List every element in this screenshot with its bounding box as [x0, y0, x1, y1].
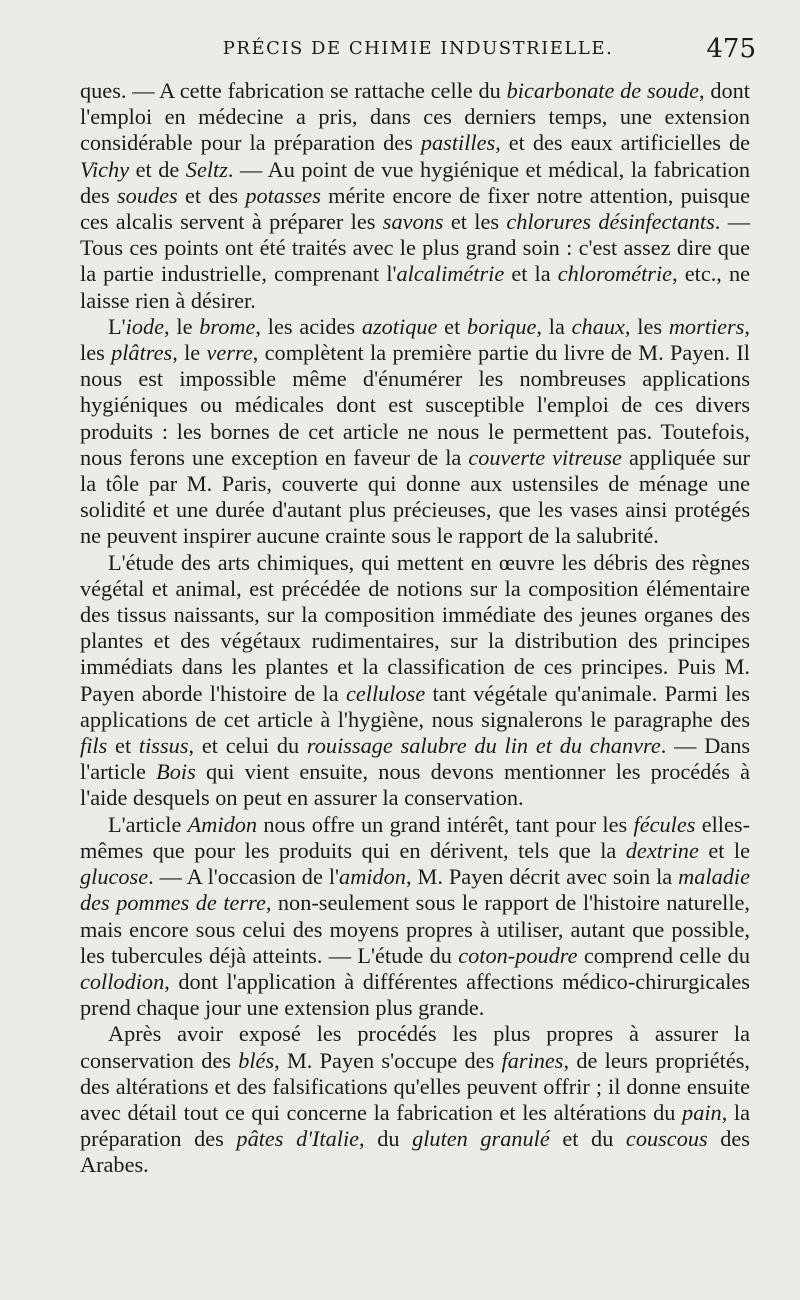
italic-term: brome — [199, 313, 256, 339]
italic-term: plâtres — [111, 340, 173, 366]
italic-term: chlorométrie — [557, 261, 673, 287]
text-run: mérite encore de fixer notre attention, puisque ces alcalis servent à préparer les — [80, 182, 750, 235]
italic-term: potasses — [245, 182, 321, 208]
text-run: , et des eaux artificielles de — [495, 130, 750, 156]
italic-term: alcalimétrie — [396, 261, 505, 287]
italic-term: rouissage salubre du lin et du chanvre — [306, 733, 661, 759]
italic-term: verre — [206, 340, 253, 366]
italic-term: mortiers — [668, 313, 745, 339]
italic-term: Seltz — [185, 156, 228, 182]
italic-term: farines — [501, 1047, 564, 1073]
text-run: , dont l'emploi en médecine a pris, dans ces derniers temps, une extension considérable pour la préparation des — [80, 78, 750, 156]
italic-term: bicarbonate de soude — [506, 78, 699, 103]
italic-term: coton-poudre — [458, 942, 578, 968]
page-number: 475 — [706, 34, 756, 64]
italic-term: fécules — [633, 811, 696, 837]
text-run: comprend celle du — [577, 942, 750, 968]
body-text — [80, 78, 750, 1179]
text-run: , du — [359, 1126, 413, 1152]
text-run: tant végétale qu'animale. Parmi les applications de cet article à l'hygiène, nous signalerons le paragraphe des — [80, 680, 750, 732]
italic-term: Vichy — [80, 156, 130, 182]
text-run: , le — [172, 340, 207, 366]
text-run: . — Au point de vue hygiénique et médical, la fabrication des — [80, 156, 750, 208]
italic-term: chaux — [571, 313, 625, 339]
text-run: , les acides — [255, 313, 362, 339]
italic-term: blés — [238, 1047, 275, 1073]
italic-term: cellulose — [345, 680, 426, 706]
italic-term: pain — [682, 1099, 722, 1125]
text-run: Après avoir exposé les procédés les plus propres à assurer la conservation des — [80, 1021, 750, 1073]
italic-term: collodion — [80, 968, 165, 994]
paragraph — [80, 1021, 750, 1178]
italic-term: fils — [80, 733, 108, 759]
text-run: , et celui du — [188, 733, 307, 759]
text-run: , de leurs propriétés, des altérations et des falsifications qu'elles peuvent offrir ; il donne ensuite avec détail tout ce qui concerne la fabrication et les altérations du — [80, 1047, 750, 1125]
text-run: L' — [108, 313, 126, 339]
text-run: , la préparation des — [80, 1099, 750, 1152]
text-run: elles-mêmes que pour les produits qui en dérivent, tels que la — [80, 811, 750, 863]
italic-term: chlorures désinfectants — [506, 209, 715, 235]
text-run: ques. — A cette fabrication se rattache celle du — [80, 78, 507, 103]
paragraph — [80, 314, 750, 550]
text-run: , la — [536, 313, 572, 339]
text-run: . — Dans l'article — [80, 733, 751, 785]
italic-term: couverte vitreuse — [468, 444, 622, 470]
text-run: et du — [549, 1126, 626, 1152]
text-run: L'article — [108, 811, 188, 837]
italic-term: Amidon — [187, 811, 258, 837]
text-run: , M. Payen s'occupe des — [274, 1047, 502, 1073]
italic-term: Bois — [156, 759, 196, 785]
text-run: et de — [129, 156, 186, 182]
italic-term: amidon — [339, 864, 406, 890]
text-run: et la — [504, 261, 558, 287]
text-run: et les — [443, 209, 507, 235]
text-run: , les — [80, 313, 750, 366]
italic-term: maladie des pommes de terre — [80, 864, 751, 916]
text-run: et — [437, 313, 468, 339]
italic-term: tissus — [138, 733, 189, 759]
text-run: et des — [177, 182, 246, 208]
text-run: , les — [624, 313, 669, 339]
text-run: L'étude des arts chimiques, qui mettent en œuvre les débris des règnes végétal et animal, est précédée de notions sur la composition élémentaire des tissus naissants, sur la composition immédiate des jeunes organes des plantes et des végétaux rudimentaires, sur la distribution des principes immédiats dans les plantes et la classification de ces principes. Puis M. Payen aborde l'histoire de la — [80, 549, 750, 706]
italic-term: azotique — [361, 313, 438, 339]
italic-term: savons — [382, 209, 444, 235]
italic-term: iode — [125, 313, 165, 339]
text-run: et — [107, 733, 139, 759]
text-run: , non-seulement sous le rapport de l'histoire naturelle, mais encore sous celui des moyens propres à utiliser, autant que possible, les tubercules déjà atteints. — L'étude du — [80, 890, 750, 968]
paragraph — [80, 550, 750, 812]
italic-term: couscous — [625, 1126, 708, 1152]
italic-term: dextrine — [625, 837, 699, 863]
text-run: , le — [164, 313, 200, 339]
text-run: , M. Payen décrit avec soin la — [405, 864, 679, 890]
text-run: des Arabes. — [80, 1126, 750, 1178]
italic-term: pastilles — [420, 130, 496, 156]
text-run: nous offre un grand intérêt, tant pour les — [257, 811, 634, 837]
paragraph — [80, 78, 750, 314]
italic-term: gluten granulé — [412, 1126, 550, 1152]
text-run: et le — [698, 837, 750, 863]
italic-term: pâtes d'Italie — [236, 1126, 360, 1152]
italic-term: glucose — [80, 864, 149, 890]
italic-term: borique — [467, 313, 537, 339]
text-run: , etc., ne laisse rien à désirer. — [80, 261, 750, 313]
text-run: . — Tous ces points ont été traités avec le plus grand soin : c'est assez dire que la partie industrielle, comprenant l' — [80, 209, 750, 287]
page-header — [80, 34, 756, 66]
text-run: . — A l'occasion de l' — [148, 864, 340, 890]
text-run: qui vient ensuite, nous devons mentionner les procédés à l'aide desquels on peut en assurer la conservation. — [80, 759, 750, 811]
running-title: PRÉCIS DE CHIMIE INDUSTRIELLE. — [222, 38, 614, 59]
text-run: , dont l'application à différentes affections médico-chirurgicales prend chaque jour une extension plus grande. — [80, 968, 750, 1021]
paragraph — [80, 812, 750, 1022]
text-run: appliquée sur la tôle par M. Paris, couverte qui donne aux ustensiles de ménage une solidité et une durée d'autant plus précieuses, que les vases ainsi protégés ne peuvent inspirer aucune crainte sous le rapport de la salubrité. — [80, 444, 750, 549]
italic-term: soudes — [117, 182, 178, 208]
text-run: , complètent la première partie du livre de M. Payen. Il nous est impossible même d'énumérer les nombreuses applications hygiéniques ou médicales dont est susceptible l'emploi de ces divers produits : les bornes de cet article ne nous le permettent pas. Toutefois, nous ferons une exception en faveur de la — [80, 340, 750, 470]
